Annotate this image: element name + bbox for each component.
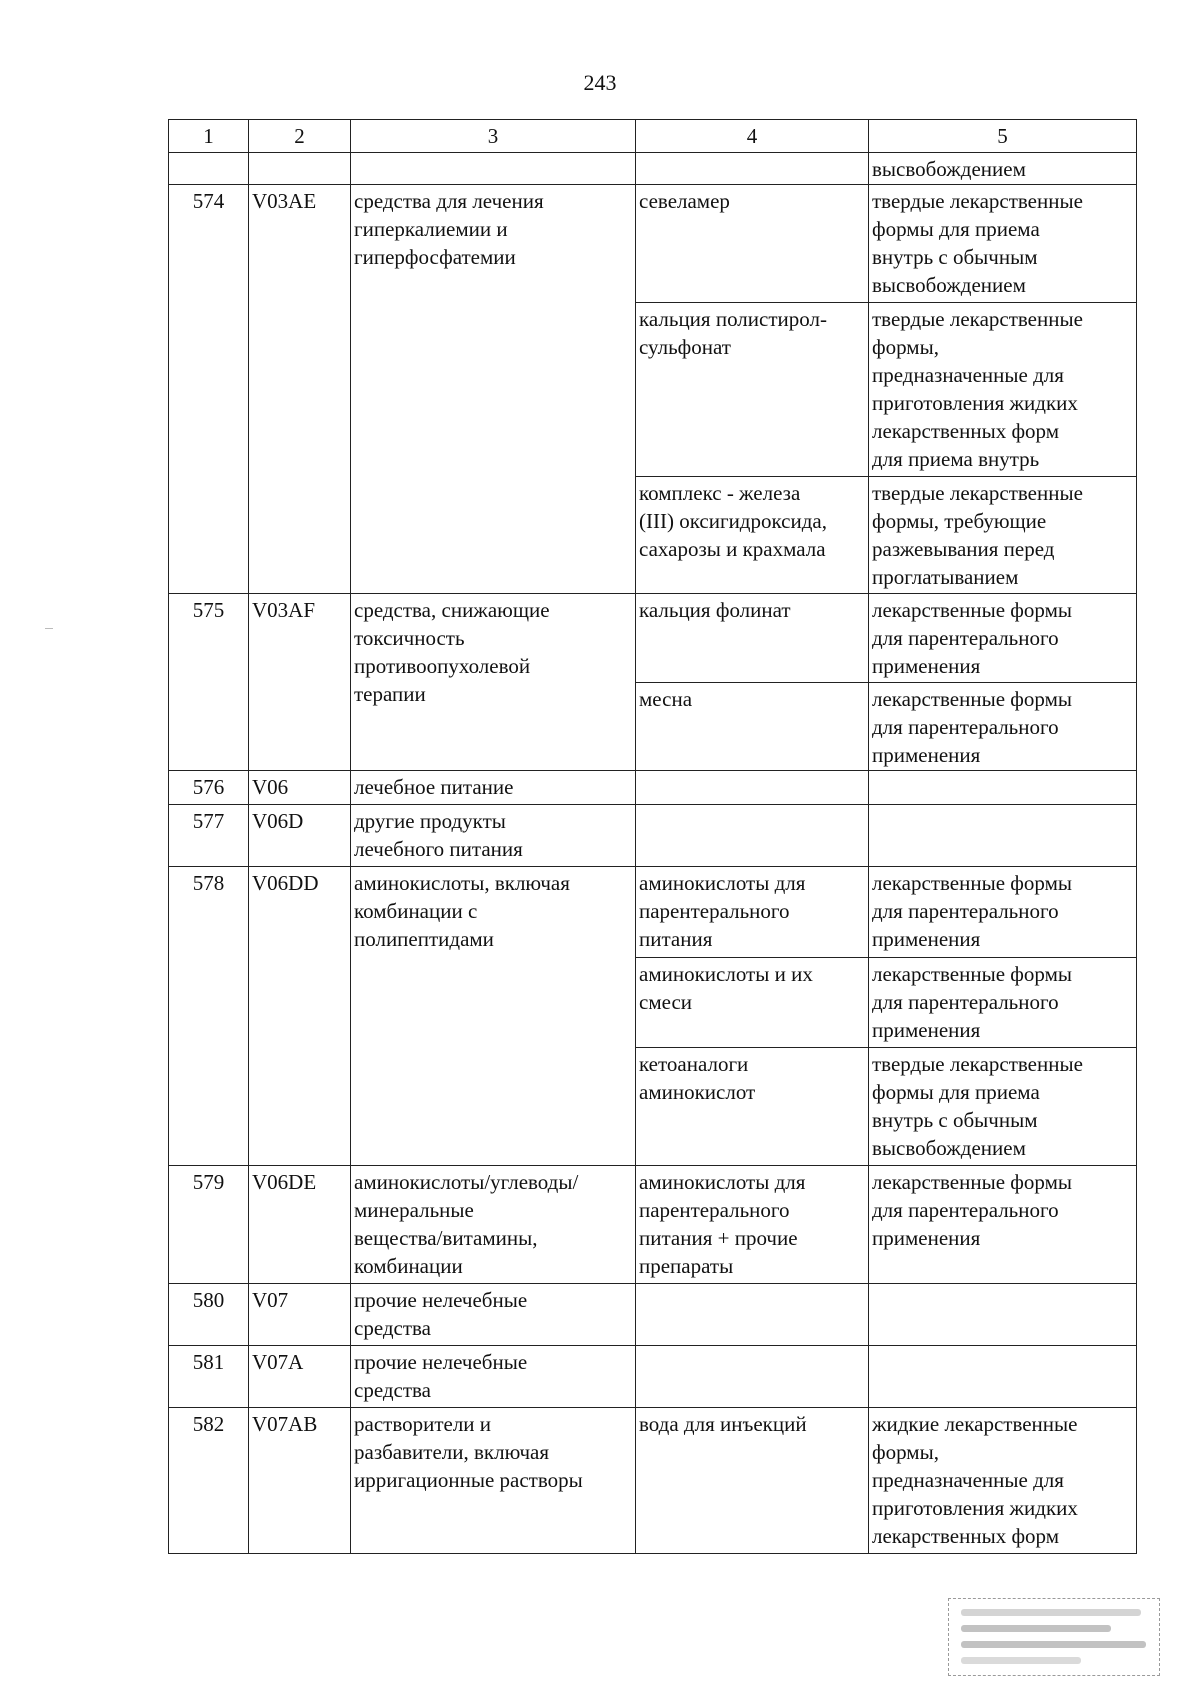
- atc-code-cell: V03AE: [249, 185, 351, 594]
- drug-cell: [636, 805, 869, 867]
- electronic-signature-stamp: [948, 1598, 1160, 1676]
- dosage-form-cell: жидкие лекарственные формы, предназначенные для приготовления жидких лекарственных форм: [869, 1408, 1137, 1554]
- dosage-form-cell: твердые лекарственные формы, предназначенные для приготовления жидких лекарственных форм для приема внутрь: [869, 303, 1137, 477]
- row-number-cell: 576: [169, 771, 249, 805]
- atc-code-cell: V07AB: [249, 1408, 351, 1554]
- dosage-form-cell: лекарственные формы для парентерального применения: [869, 1166, 1137, 1284]
- atc-code-cell: V06: [249, 771, 351, 805]
- atc-code-cell: V07A: [249, 1346, 351, 1408]
- table-row: [169, 185, 1137, 303]
- drug-cell: [636, 1284, 869, 1346]
- drug-cell: кетоаналоги аминокислот: [636, 1048, 869, 1166]
- table-row: [169, 867, 1137, 958]
- dosage-form-cell: [869, 805, 1137, 867]
- drug-cell: аминокислоты для парентерального питания + прочие препараты: [636, 1166, 869, 1284]
- dosage-form-cell: лекарственные формы для парентерального применения: [869, 594, 1137, 683]
- dosage-form-cell: лекарственные формы для парентерального применения: [869, 683, 1137, 771]
- drug-cell: кальция фолинат: [636, 594, 869, 683]
- table-row: [169, 1166, 1137, 1284]
- drug-cell: аминокислоты и их смеси: [636, 958, 869, 1048]
- table-row: [169, 1284, 1137, 1346]
- group-cell: другие продукты лечебного питания: [351, 805, 636, 867]
- drug-cell: вода для инъекций: [636, 1408, 869, 1554]
- row-number-cell: 575: [169, 594, 249, 771]
- header-col-4: 4: [636, 120, 869, 153]
- group-cell: прочие нелечебные средства: [351, 1284, 636, 1346]
- row-number-cell: 574: [169, 185, 249, 594]
- drug-cell: севеламер: [636, 185, 869, 303]
- table-header-row: [169, 120, 1137, 153]
- group-cell: прочие нелечебные средства: [351, 1346, 636, 1408]
- row-number-cell: 579: [169, 1166, 249, 1284]
- dosage-form-cell: лекарственные формы для парентерального применения: [869, 867, 1137, 958]
- row-number-cell: 580: [169, 1284, 249, 1346]
- group-cell: средства, снижающие токсичность противоопухолевой терапии: [351, 594, 636, 771]
- row-number-cell: 581: [169, 1346, 249, 1408]
- drug-cell: [636, 771, 869, 805]
- table-row: [169, 153, 1137, 185]
- page-number: 243: [583, 70, 617, 95]
- dosage-form-cell: [869, 771, 1137, 805]
- dosage-form-cell: [869, 1284, 1137, 1346]
- header-col-1: 1: [169, 120, 249, 153]
- table-row: [169, 1408, 1137, 1554]
- atc-code-cell: V06D: [249, 805, 351, 867]
- drug-table: [168, 119, 1137, 1554]
- drug-cell: месна: [636, 683, 869, 771]
- row-number-cell: 582: [169, 1408, 249, 1554]
- drug-cell: [636, 153, 869, 185]
- dosage-form-cell: твердые лекарственные формы для приема внутрь с обычным высвобождением: [869, 1048, 1137, 1166]
- table-row: [169, 771, 1137, 805]
- dosage-form-cell: твердые лекарственные формы, требующие разжевывания перед проглатыванием: [869, 477, 1137, 594]
- atc-code-cell: V06DD: [249, 867, 351, 1166]
- table-row: [169, 1346, 1137, 1408]
- header-col-2: 2: [249, 120, 351, 153]
- group-cell: растворители и разбавители, включая ирригационные растворы: [351, 1408, 636, 1554]
- dosage-form-cell: твердые лекарственные формы для приема внутрь с обычным высвобождением: [869, 185, 1137, 303]
- group-cell: [351, 153, 636, 185]
- atc-code-cell: V03AF: [249, 594, 351, 771]
- row-number-cell: [169, 153, 249, 185]
- row-number-cell: 577: [169, 805, 249, 867]
- row-number-cell: 578: [169, 867, 249, 1166]
- drug-cell: [636, 1346, 869, 1408]
- group-cell: аминокислоты/углеводы/ минеральные вещества/витамины, комбинации: [351, 1166, 636, 1284]
- dosage-form-cell: [869, 1346, 1137, 1408]
- table-row: [169, 805, 1137, 867]
- drug-cell: комплекс - железа (III) оксигидроксида, сахарозы и крахмала: [636, 477, 869, 594]
- scan-mark: [45, 628, 53, 629]
- header-col-3: 3: [351, 120, 636, 153]
- group-cell: средства для лечения гиперкалиемии и гиперфосфатемии: [351, 185, 636, 594]
- group-cell: лечебное питание: [351, 771, 636, 805]
- dosage-form-cell: лекарственные формы для парентерального применения: [869, 958, 1137, 1048]
- drug-cell: аминокислоты для парентерального питания: [636, 867, 869, 958]
- atc-code-cell: V06DE: [249, 1166, 351, 1284]
- dosage-form-cell: высвобождением: [869, 153, 1137, 185]
- group-cell: аминокислоты, включая комбинации с полипептидами: [351, 867, 636, 1166]
- atc-code-cell: [249, 153, 351, 185]
- atc-code-cell: V07: [249, 1284, 351, 1346]
- table-row: [169, 594, 1137, 683]
- header-col-5: 5: [869, 120, 1137, 153]
- drug-cell: кальция полистирол- сульфонат: [636, 303, 869, 477]
